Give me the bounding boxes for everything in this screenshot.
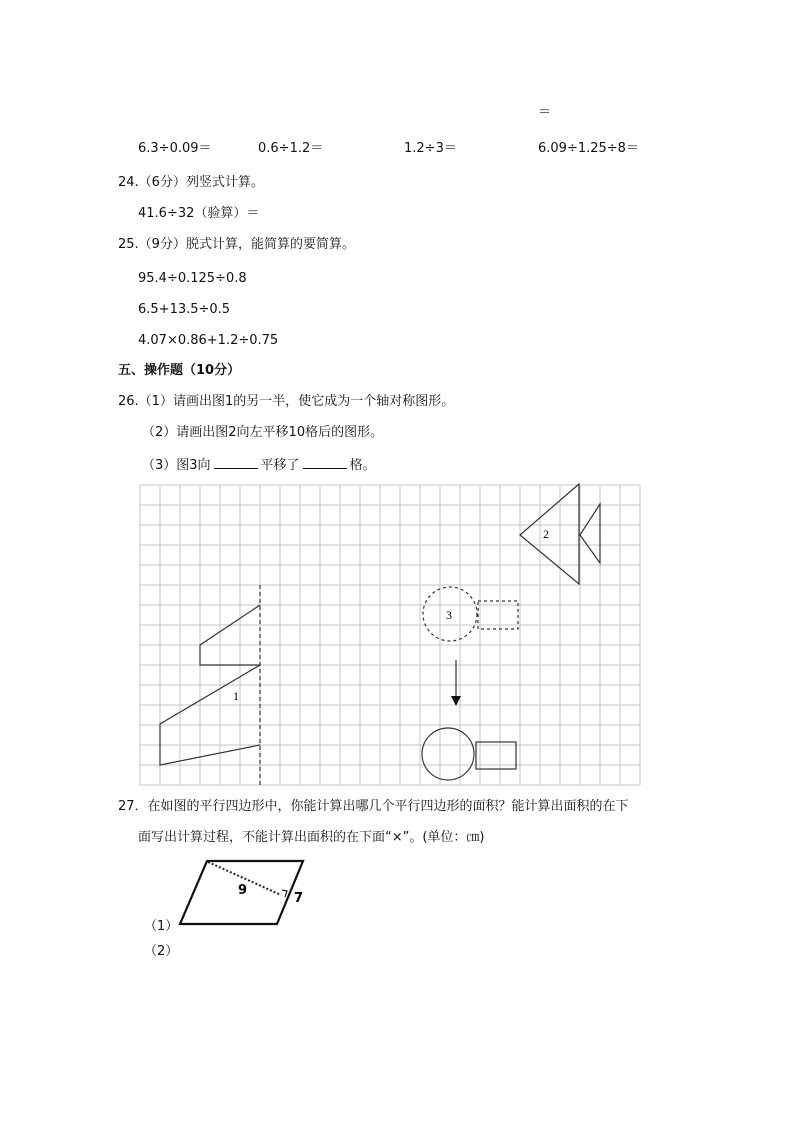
q26-text: 平移了 [260,458,300,473]
figure-1-lower [160,665,260,765]
right-angle-mark [282,890,287,897]
question-24-title: 24.（6分）列竖式计算。 [118,175,264,190]
figure-2-triangle [520,484,579,584]
figure-label: 3 [446,608,452,622]
section-5-title: 五、操作题（10分） [118,363,241,378]
figure-2-small-triangle [580,504,600,563]
question-26-line2: （2）请画出图2向左平移10格后的图形。 [142,425,384,440]
calc-item: 0.6÷1.2＝ [258,141,324,156]
question-25-item: 4.07×0.86+1.2÷0.75 [138,333,279,348]
answer-label: （1） [144,919,179,934]
figure-1-upper [200,605,260,665]
calc-item: 6.3÷0.09＝ [138,141,212,156]
question-24-expr: 41.6÷32（验算）＝ [138,206,260,221]
question-27-line2: 面写出计算过程，不能计算出面积的在下面“×”。(单位：㎝) [138,830,485,845]
question-25-item: 95.4÷0.125÷0.8 [138,271,247,286]
calc-item: 6.09÷1.25÷8＝ [538,141,639,156]
calc-item: 1.2÷3＝ [404,141,457,156]
question-25-item: 6.5+13.5÷0.5 [138,302,231,317]
dimension-label: 7 [294,891,304,906]
figure-3-circle [422,728,474,780]
question-27-line1: 27．在如图的平行四边形中，你能计算出哪几个平行四边形的面积？能计算出面积的在下 [118,799,629,814]
q26-text: 格。 [349,458,376,473]
question-25-title: 25.（9分）脱式计算，能简算的要简算。 [118,237,355,252]
dimension-label: 9 [238,883,248,898]
question-26-line1: 26.（1）请画出图1的另一半，使它成为一个轴对称图形。 [118,394,455,409]
answer-label: （2） [144,944,179,959]
trailing-equals: ＝ [538,105,552,120]
figure-label: 2 [543,527,549,541]
q26-text: （3）图3向 [142,458,211,473]
figure-label: 1 [233,689,239,703]
